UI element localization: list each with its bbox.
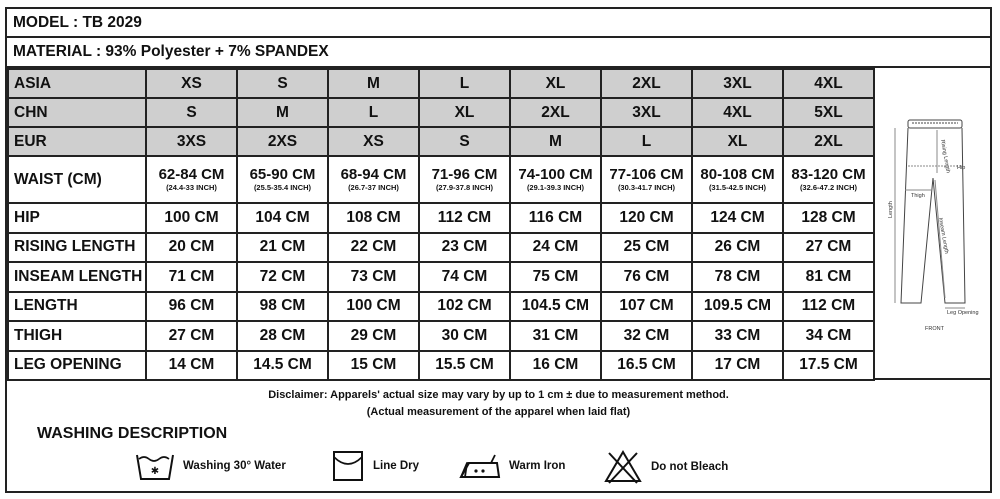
size-cell: S <box>146 98 237 127</box>
measure-cell: 34 CM <box>783 321 874 351</box>
pants-outline-icon <box>875 68 988 378</box>
size-cell: 5XL <box>783 98 874 127</box>
size-row-asia <box>8 69 874 98</box>
waist-inch-value: (25.5-35.4 INCH) <box>253 183 312 192</box>
measure-cell: 76 CM <box>601 262 692 292</box>
waist-cell <box>146 156 237 203</box>
measure-cell: 17.5 CM <box>783 351 874 381</box>
wash-label-warm-iron: Warm Iron <box>509 460 566 472</box>
waist-inch-value: (29.1-39.3 INCH) <box>526 183 585 192</box>
waist-cm-value: 80-108 CM <box>700 166 775 183</box>
front-label: FRONT <box>925 326 944 332</box>
measure-cell: 102 CM <box>419 292 510 322</box>
measure-cell: 104 CM <box>237 203 328 233</box>
row-label: EUR <box>8 127 146 156</box>
measure-row-hip <box>8 203 874 233</box>
measure-cell: 96 CM <box>146 292 237 322</box>
size-cell: XL <box>510 69 601 98</box>
waist-inch-value: (30.3-41.7 INCH) <box>617 183 676 192</box>
size-cell: XS <box>328 127 419 156</box>
waist-cell <box>692 156 783 203</box>
measure-row-thigh <box>8 321 874 351</box>
measure-cell: 116 CM <box>510 203 601 233</box>
waist-cm-value: 62-84 CM <box>158 166 225 183</box>
size-cell: 2XL <box>601 69 692 98</box>
size-cell: 4XL <box>783 69 874 98</box>
measure-cell: 31 CM <box>510 321 601 351</box>
measure-cell: 24 CM <box>510 233 601 263</box>
wash-item-no-bleach <box>603 449 728 485</box>
size-cell: L <box>419 69 510 98</box>
row-label: RISING LENGTH <box>8 233 146 263</box>
wash-item-washing <box>135 449 286 483</box>
size-cell: 3XS <box>146 127 237 156</box>
measure-cell: 33 CM <box>692 321 783 351</box>
measure-row-inseam-length <box>8 262 874 292</box>
measure-cell: 107 CM <box>601 292 692 322</box>
waist-cm-value: 65-90 CM <box>249 166 316 183</box>
measure-row-leg-opening <box>8 351 874 381</box>
measure-cell: 72 CM <box>237 262 328 292</box>
pants-diagram <box>873 68 990 380</box>
size-cell: S <box>419 127 510 156</box>
rising-label: Rising Length <box>939 139 951 174</box>
size-cell: 2XL <box>510 98 601 127</box>
measure-cell: 25 CM <box>601 233 692 263</box>
measure-cell: 16.5 CM <box>601 351 692 381</box>
measure-cell: 14 CM <box>146 351 237 381</box>
wash-item-warm-iron <box>459 449 565 483</box>
waist-cm-value: 77-106 CM <box>609 166 684 183</box>
measure-cell: 27 CM <box>146 321 237 351</box>
size-row-eur <box>8 127 874 156</box>
leg-opening-label: Leg Opening <box>947 310 979 316</box>
waist-inch-value: (24.4-33 INCH) <box>166 183 217 192</box>
measure-cell: 27 CM <box>783 233 874 263</box>
measure-cell: 98 CM <box>237 292 328 322</box>
waist-cell <box>783 156 874 203</box>
disclaimer-line-2: (Actual measurement of the apparel when laid flat) <box>366 406 631 418</box>
material-text: MATERIAL : 93% Polyester + 7% SPANDEX <box>13 43 329 60</box>
row-label: INSEAM LENGTH <box>8 262 146 292</box>
waist-cm-value: 83-120 CM <box>791 166 866 183</box>
size-cell: S <box>237 69 328 98</box>
row-label: LEG OPENING <box>8 351 146 381</box>
waist-cell <box>328 156 419 203</box>
measure-cell: 112 CM <box>419 203 510 233</box>
measure-cell: 29 CM <box>328 321 419 351</box>
waist-cell <box>510 156 601 203</box>
size-cell: M <box>510 127 601 156</box>
length-label: Length <box>888 201 894 218</box>
row-label: ASIA <box>8 69 146 98</box>
size-cell: M <box>237 98 328 127</box>
no-bleach-icon <box>603 449 643 485</box>
hip-label: Hip <box>957 165 966 171</box>
waist-cm-value: 68-94 CM <box>340 166 407 183</box>
size-cell: XS <box>146 69 237 98</box>
measure-cell: 108 CM <box>328 203 419 233</box>
waist-cm-value: 74-100 CM <box>518 166 593 183</box>
measure-cell: 100 CM <box>328 292 419 322</box>
size-cell: 3XL <box>601 98 692 127</box>
measure-cell: 22 CM <box>328 233 419 263</box>
wash-label-line-dry: Line Dry <box>373 460 420 472</box>
inseam-label: Inseam Length <box>937 217 950 255</box>
waist-cell <box>601 156 692 203</box>
measure-cell: 21 CM <box>237 233 328 263</box>
row-label: LENGTH <box>8 292 146 322</box>
waist-cell <box>237 156 328 203</box>
measure-cell: 16 CM <box>510 351 601 381</box>
wash-label-washing: Washing 30° Water <box>183 460 286 472</box>
size-table <box>7 68 875 381</box>
measure-cell: 81 CM <box>783 262 874 292</box>
measure-row-rising-length <box>8 233 874 263</box>
measure-cell: 26 CM <box>692 233 783 263</box>
wash-30-icon <box>135 449 175 483</box>
measure-cell: 32 CM <box>601 321 692 351</box>
row-label: THIGH <box>8 321 146 351</box>
measure-cell: 120 CM <box>601 203 692 233</box>
line-dry-icon <box>331 449 365 483</box>
size-cell: M <box>328 69 419 98</box>
waist-inch-value: (31.5-42.5 INCH) <box>708 183 767 192</box>
measure-cell: 23 CM <box>419 233 510 263</box>
waist-cm-value: 71-96 CM <box>431 166 498 183</box>
size-cell: 2XL <box>783 127 874 156</box>
measure-cell: 104.5 CM <box>510 292 601 322</box>
measure-cell: 75 CM <box>510 262 601 292</box>
size-row-chn <box>8 98 874 127</box>
measure-cell: 109.5 CM <box>692 292 783 322</box>
size-cell: XL <box>692 127 783 156</box>
measure-cell: 15 CM <box>328 351 419 381</box>
measure-row-length <box>8 292 874 322</box>
measure-cell: 124 CM <box>692 203 783 233</box>
measure-cell: 112 CM <box>783 292 874 322</box>
waist-row <box>8 156 874 203</box>
measure-cell: 20 CM <box>146 233 237 263</box>
measure-cell: 15.5 CM <box>419 351 510 381</box>
size-chart-sheet <box>5 7 992 493</box>
size-cell: L <box>328 98 419 127</box>
size-cell: 4XL <box>692 98 783 127</box>
row-label: HIP <box>8 203 146 233</box>
svg-text:✱: ✱ <box>150 466 160 477</box>
model-text: MODEL : TB 2029 <box>13 13 142 31</box>
model-row <box>7 9 990 38</box>
measure-cell: 73 CM <box>328 262 419 292</box>
measure-cell: 14.5 CM <box>237 351 328 381</box>
thigh-label: Thigh <box>911 193 925 199</box>
warm-iron-icon <box>459 449 501 483</box>
measure-cell: 74 CM <box>419 262 510 292</box>
measure-cell: 128 CM <box>783 203 874 233</box>
material-row <box>7 38 990 68</box>
disclaimer-line-1: Disclaimer: Apparels' actual size may vary by up to 1 cm ± due to measurement method. <box>268 389 729 401</box>
waist-inch-value: (27.9-37.8 INCH) <box>435 183 494 192</box>
washing-title: WASHING DESCRIPTION <box>37 425 228 442</box>
waist-inch-value: (32.6-47.2 INCH) <box>799 183 858 192</box>
measure-cell: 71 CM <box>146 262 237 292</box>
measure-cell: 28 CM <box>237 321 328 351</box>
waist-inch-value: (26.7-37 INCH) <box>348 183 399 192</box>
wash-item-line-dry <box>331 449 419 483</box>
measure-cell: 78 CM <box>692 262 783 292</box>
size-cell: L <box>601 127 692 156</box>
measure-cell: 30 CM <box>419 321 510 351</box>
size-cell: XL <box>419 98 510 127</box>
waist-cell <box>419 156 510 203</box>
measure-cell: 100 CM <box>146 203 237 233</box>
row-label: CHN <box>8 98 146 127</box>
size-cell: 3XL <box>692 69 783 98</box>
wash-label-no-bleach: Do not Bleach <box>651 461 729 473</box>
size-cell: 2XS <box>237 127 328 156</box>
row-label: WAIST (CM) <box>8 156 146 203</box>
measure-cell: 17 CM <box>692 351 783 381</box>
